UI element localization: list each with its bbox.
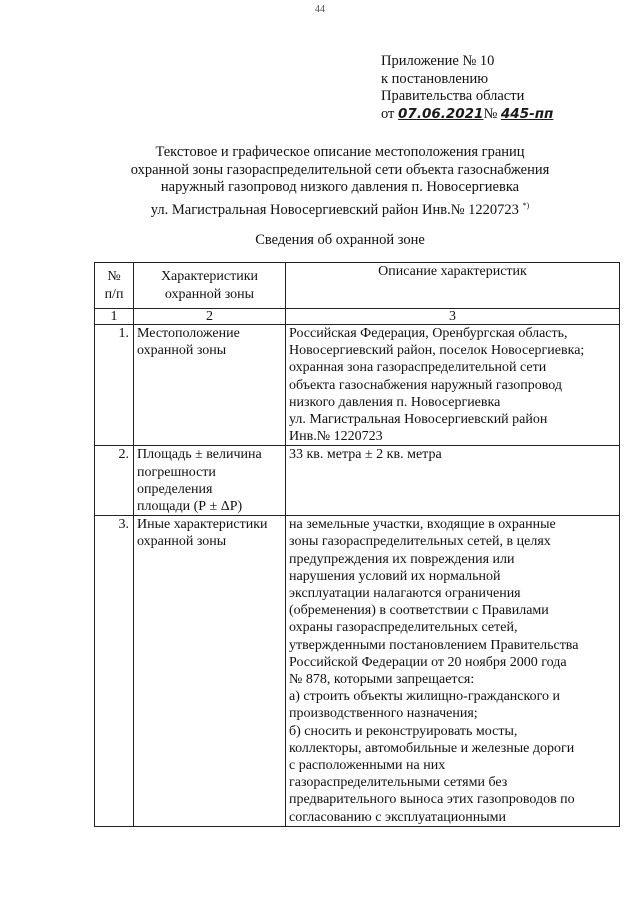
title-line-2: охранной зоны газораспределительной сети объекта газоснабжения xyxy=(130,161,550,178)
appendix-government-label: Правительства области xyxy=(381,88,525,104)
row-characteristic: Местоположение охранной зоны xyxy=(134,325,286,446)
header-characteristic: Характеристики охранной зоны xyxy=(134,263,286,309)
row-number: 3. xyxy=(95,516,134,827)
appendix-resolution-label: к постановлению xyxy=(381,70,489,87)
row-description: на земельные участки, входящие в охранные зоны газораспределительных сетей, в целях предупреждения их повреждения или нарушения условий их нормальной эксплуатации налагаются ограничения (обременения) в соответствии с Правилами охраны газораспределительных сетей, утвержденными постановлением Правительства Российской Федерации от 20 ноября 2000 года № 878, которыми запрещается: а) строить объекты жилищно-гражданского и производственного назначения; б) сносить и реконструировать мосты, коллекторы, автомобильные и железные дороги с расположенными на них газораспределительными сетями без предварительного выноса этих газопроводов по согласованию с эксплуатационными xyxy=(286,516,620,827)
column-index-row xyxy=(95,309,620,325)
row-description: 33 кв. метра ± 2 кв. метра xyxy=(286,446,620,516)
page-number: 44 xyxy=(315,4,325,15)
index-cell-1: 1 xyxy=(95,309,134,325)
title-line-3: наружный газопровод низкого давления п. Новосергиевка xyxy=(160,179,520,195)
index-cell-3: 3 xyxy=(286,309,620,325)
section-subtitle: Сведения об охранной зоне xyxy=(255,232,425,248)
protection-zone-table xyxy=(94,262,620,827)
title-line-1: Текстовое и графическое описание местоположения границ xyxy=(155,144,525,160)
appendix-title: Приложение № 10 xyxy=(381,53,495,69)
header-description: Описание характеристик xyxy=(286,263,620,309)
footnote-mark: *) xyxy=(522,200,530,210)
number-sign: № xyxy=(483,105,498,122)
handwritten-number: 445-пп xyxy=(500,105,554,122)
row-description: Российская Федерация, Оренбургская область, Новосергиевский район, поселок Новосергиевка; охранная зона газораспределительной сети объекта газоснабжения наружный газопровод низкого давления п. Новосергиевка ул. Магистральная Новосергиевский район Инв.№ 1220723 xyxy=(286,325,620,446)
index-cell-2: 2 xyxy=(134,309,286,325)
appendix-date-number-line xyxy=(381,106,553,124)
document-title xyxy=(60,144,620,219)
handwritten-date: 07.06.2021 xyxy=(398,105,484,122)
header-number: № п/п xyxy=(95,263,134,309)
row-characteristic: Площадь ± величина погрешности определения площади (Р ± ΔР) xyxy=(134,446,286,516)
title-line-4: ул. Магистральная Новосергиевский район Инв.№ 1220723 xyxy=(150,201,519,218)
table-header-row xyxy=(95,263,620,309)
table-row xyxy=(95,516,620,827)
row-characteristic: Иные характеристики охранной зоны xyxy=(134,516,286,827)
from-prefix: от xyxy=(381,105,395,122)
appendix-block xyxy=(381,53,553,123)
row-number: 1. xyxy=(95,325,134,446)
row-number: 2. xyxy=(95,446,134,516)
table-row xyxy=(95,446,620,516)
title-line-4-wrap xyxy=(60,197,620,219)
table-row xyxy=(95,325,620,446)
